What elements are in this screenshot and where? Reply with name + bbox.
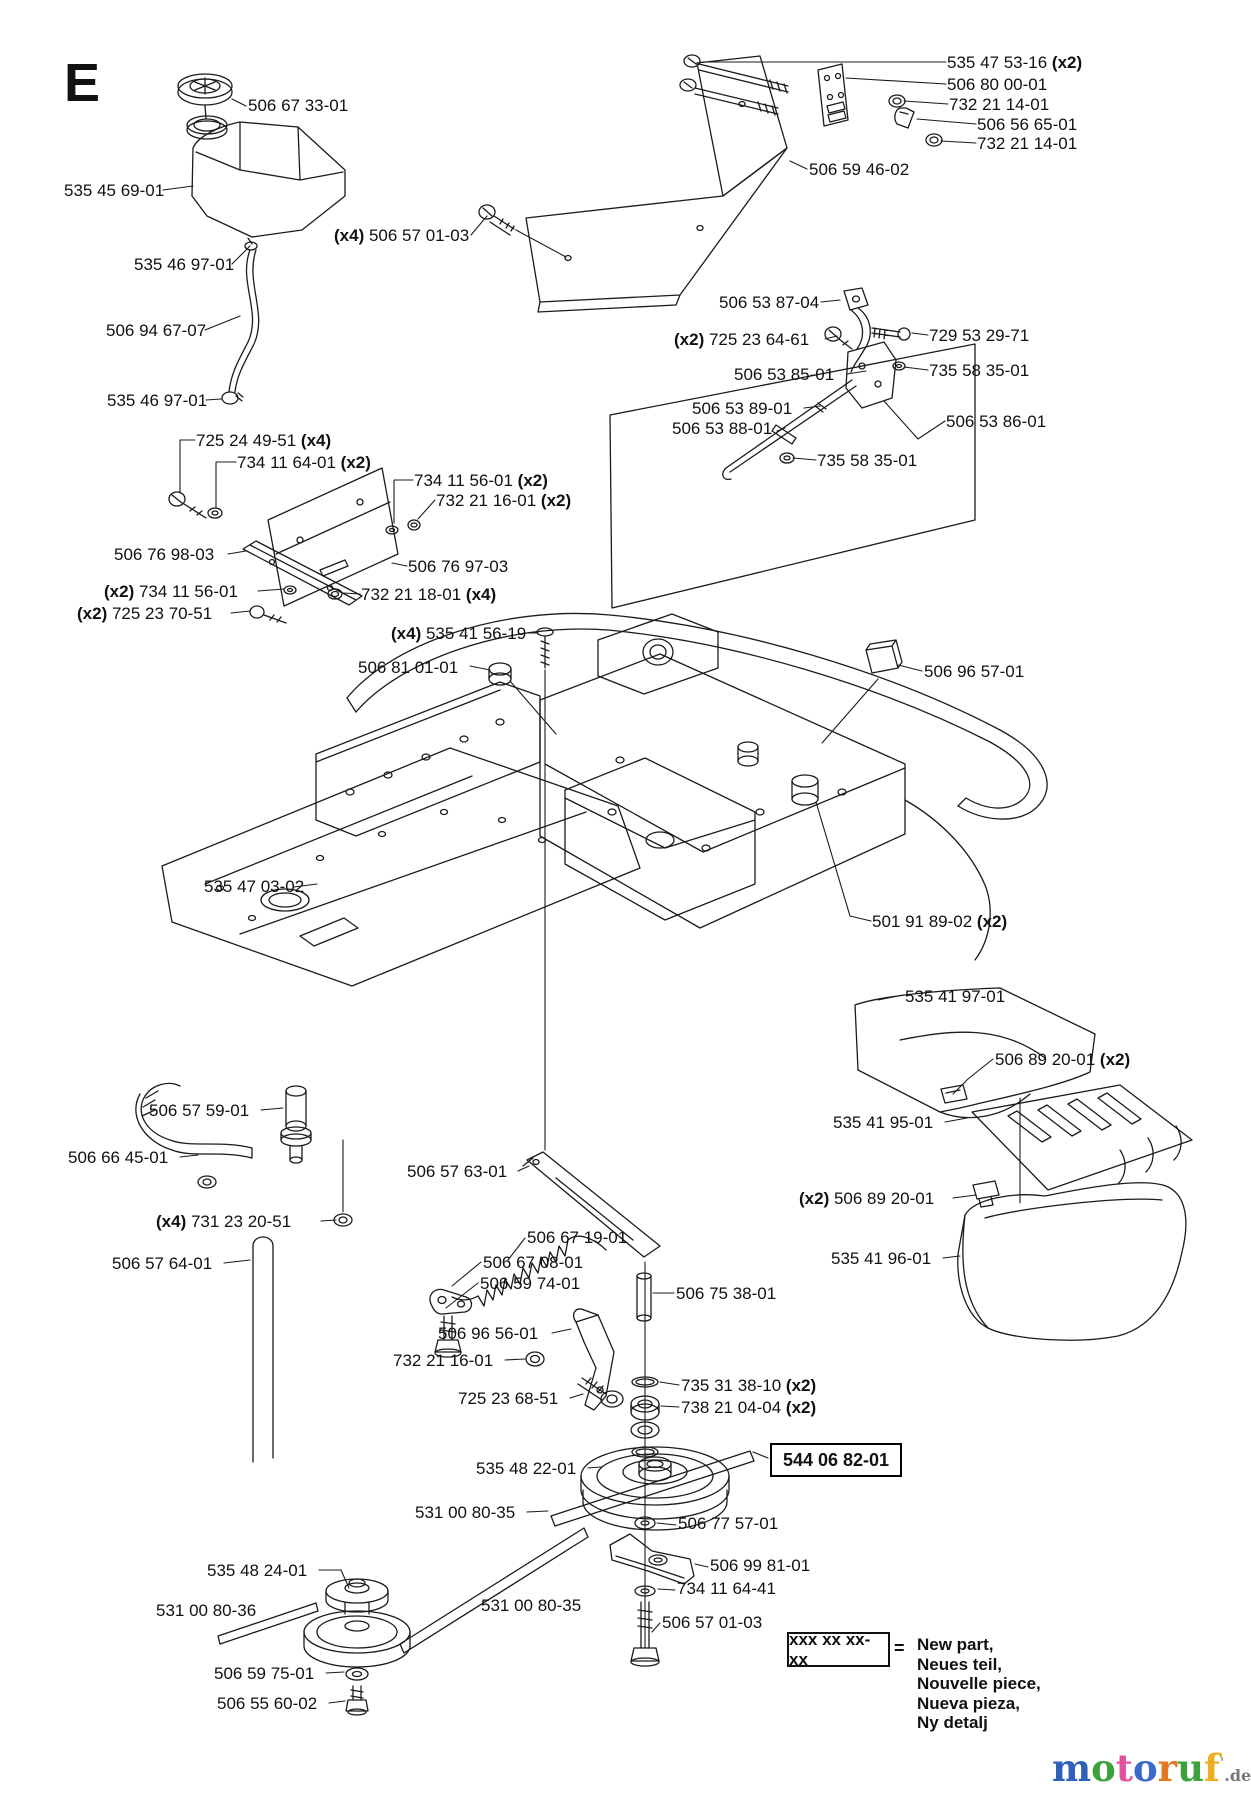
footrest-plates-drawing [855,988,1192,1340]
part-label: 738 21 04-04 (x2) [681,1398,817,1417]
section-letter: E [64,53,102,113]
part-label: 535 41 97-01 [905,987,1006,1006]
part-label: 506 75 38-01 [676,1284,777,1303]
part-label: 732 21 16-01 (x2) [436,491,572,510]
logo-letter: o [1132,1746,1158,1790]
part-label: 506 76 98-03 [114,545,215,564]
part-label: 506 96 56-01 [438,1324,539,1343]
part-label: 506 67 08-01 [483,1253,584,1272]
part-label: 506 94 67-07 [106,321,207,340]
part-label: 506 59 74-01 [480,1274,581,1293]
bracket-hardware-drawing [680,55,942,146]
part-label: (x2) 725 23 70-51 [77,604,213,623]
logo-domain-suffix: .de [1224,1766,1251,1785]
part-label: 725 23 68-51 [458,1389,559,1408]
part-label: 506 56 65-01 [977,115,1078,134]
buffer-block-icon [866,640,902,673]
part-label: 732 21 18-01 (x4) [361,585,497,604]
part-label: 506 53 86-01 [946,412,1047,431]
part-label: 506 57 59-01 [149,1101,250,1120]
legend-line: Neues teil, [917,1654,1003,1674]
logo-letter: m [1052,1746,1092,1790]
screw-icon [537,628,553,668]
part-label: 535 41 95-01 [833,1113,934,1132]
part-label: 506 53 89-01 [692,399,793,418]
part-label: 506 77 57-01 [678,1514,779,1533]
part-label: 531 00 80-36 [156,1601,257,1620]
part-label: 732 21 14-01 [977,134,1078,153]
part-label: (x4) 506 57 01-03 [334,226,470,245]
part-label: 735 58 35-01 [817,451,918,470]
part-label: (x4) 731 23 20-51 [156,1212,292,1231]
part-label: 535 48 24-01 [207,1561,308,1580]
part-label: 506 59 46-02 [809,160,910,179]
fuel-tank-drawing [187,116,345,250]
part-label: 506 99 81-01 [710,1556,811,1575]
logo-letter: f [1204,1746,1220,1790]
part-label: 506 80 00-01 [947,75,1048,94]
legend-line: Nouvelle piece, [917,1674,1041,1693]
part-label: 506 53 87-04 [719,293,820,312]
part-label: 735 31 38-10 (x2) [681,1376,817,1395]
part-label: 725 24 49-51 (x4) [196,431,332,450]
part-label: 535 45 69-01 [64,181,165,200]
legend-equals: = [894,1638,905,1658]
deflector-plate-drawing [526,56,787,312]
legend-text [917,1635,1041,1733]
part-label: 506 67 19-01 [527,1228,628,1247]
logo-letter: o [1091,1746,1116,1790]
part-label: 501 91 89-02 (x2) [872,912,1008,931]
part-label: (x2) 725 23 64-61 [674,330,810,349]
motoruf-logo [1052,1746,1251,1790]
logo-tick: ' [1219,1755,1225,1772]
part-label: 506 96 57-01 [924,662,1025,681]
new-part-number-box: 544 06 82-01 [770,1443,902,1477]
part-label: 506 53 85-01 [734,365,835,384]
part-label: 506 57 01-03 [662,1613,763,1632]
part-label: 535 47 03-02 [204,877,305,896]
part-label: 506 81 01-01 [358,658,459,677]
logo-letter: u [1177,1746,1205,1790]
logo-letter: r [1157,1746,1178,1790]
part-label: 506 76 97-03 [408,557,509,576]
part-label: 535 48 22-01 [476,1459,577,1478]
part-label: 506 55 60-02 [217,1694,318,1713]
part-label: (x4) 535 41 56-19 [391,624,527,643]
part-label: 734 11 56-01 (x2) [414,471,548,490]
part-label: 506 57 64-01 [112,1254,213,1273]
fuel-cap-icon [178,74,232,119]
part-label: 506 66 45-01 [68,1148,169,1167]
part-label: 535 46 97-01 [134,255,235,274]
part-label: 535 41 96-01 [831,1249,932,1268]
part-label: 732 21 14-01 [949,95,1050,114]
part-label: (x2) 506 89 20-01 [799,1189,935,1208]
part-label: 506 53 88-01 [672,419,773,438]
part-label: 506 59 75-01 [214,1664,315,1683]
part-label: 535 46 97-01 [107,391,208,410]
part-label: 729 53 29-71 [929,326,1030,345]
legend-pattern-box: xxx xx xx-xx [787,1632,890,1667]
part-label: 506 67 33-01 [248,96,349,115]
part-label: 531 00 80-35 [415,1503,516,1522]
logo-letter: t [1115,1746,1133,1790]
part-label: 535 47 53-16 (x2) [947,53,1083,72]
legend-line: Nueva pieza, [917,1693,1020,1713]
small-pulley-drawing [304,1579,410,1715]
part-label: 735 58 35-01 [929,361,1030,380]
part-label: 732 21 16-01 [393,1351,494,1370]
legend-line: New part, [917,1635,994,1654]
part-label: 734 11 64-41 [677,1579,776,1598]
legend-line: Ny detalj [917,1713,988,1732]
part-label: 734 11 64-01 (x2) [237,453,371,472]
part-label: 506 57 63-01 [407,1162,508,1181]
part-label: 506 89 20-01 (x2) [995,1050,1131,1069]
spacer-tube-icon [637,1273,651,1321]
part-label: (x2) 734 11 56-01 [104,582,238,601]
part-label: 531 00 80-35 [481,1596,582,1615]
